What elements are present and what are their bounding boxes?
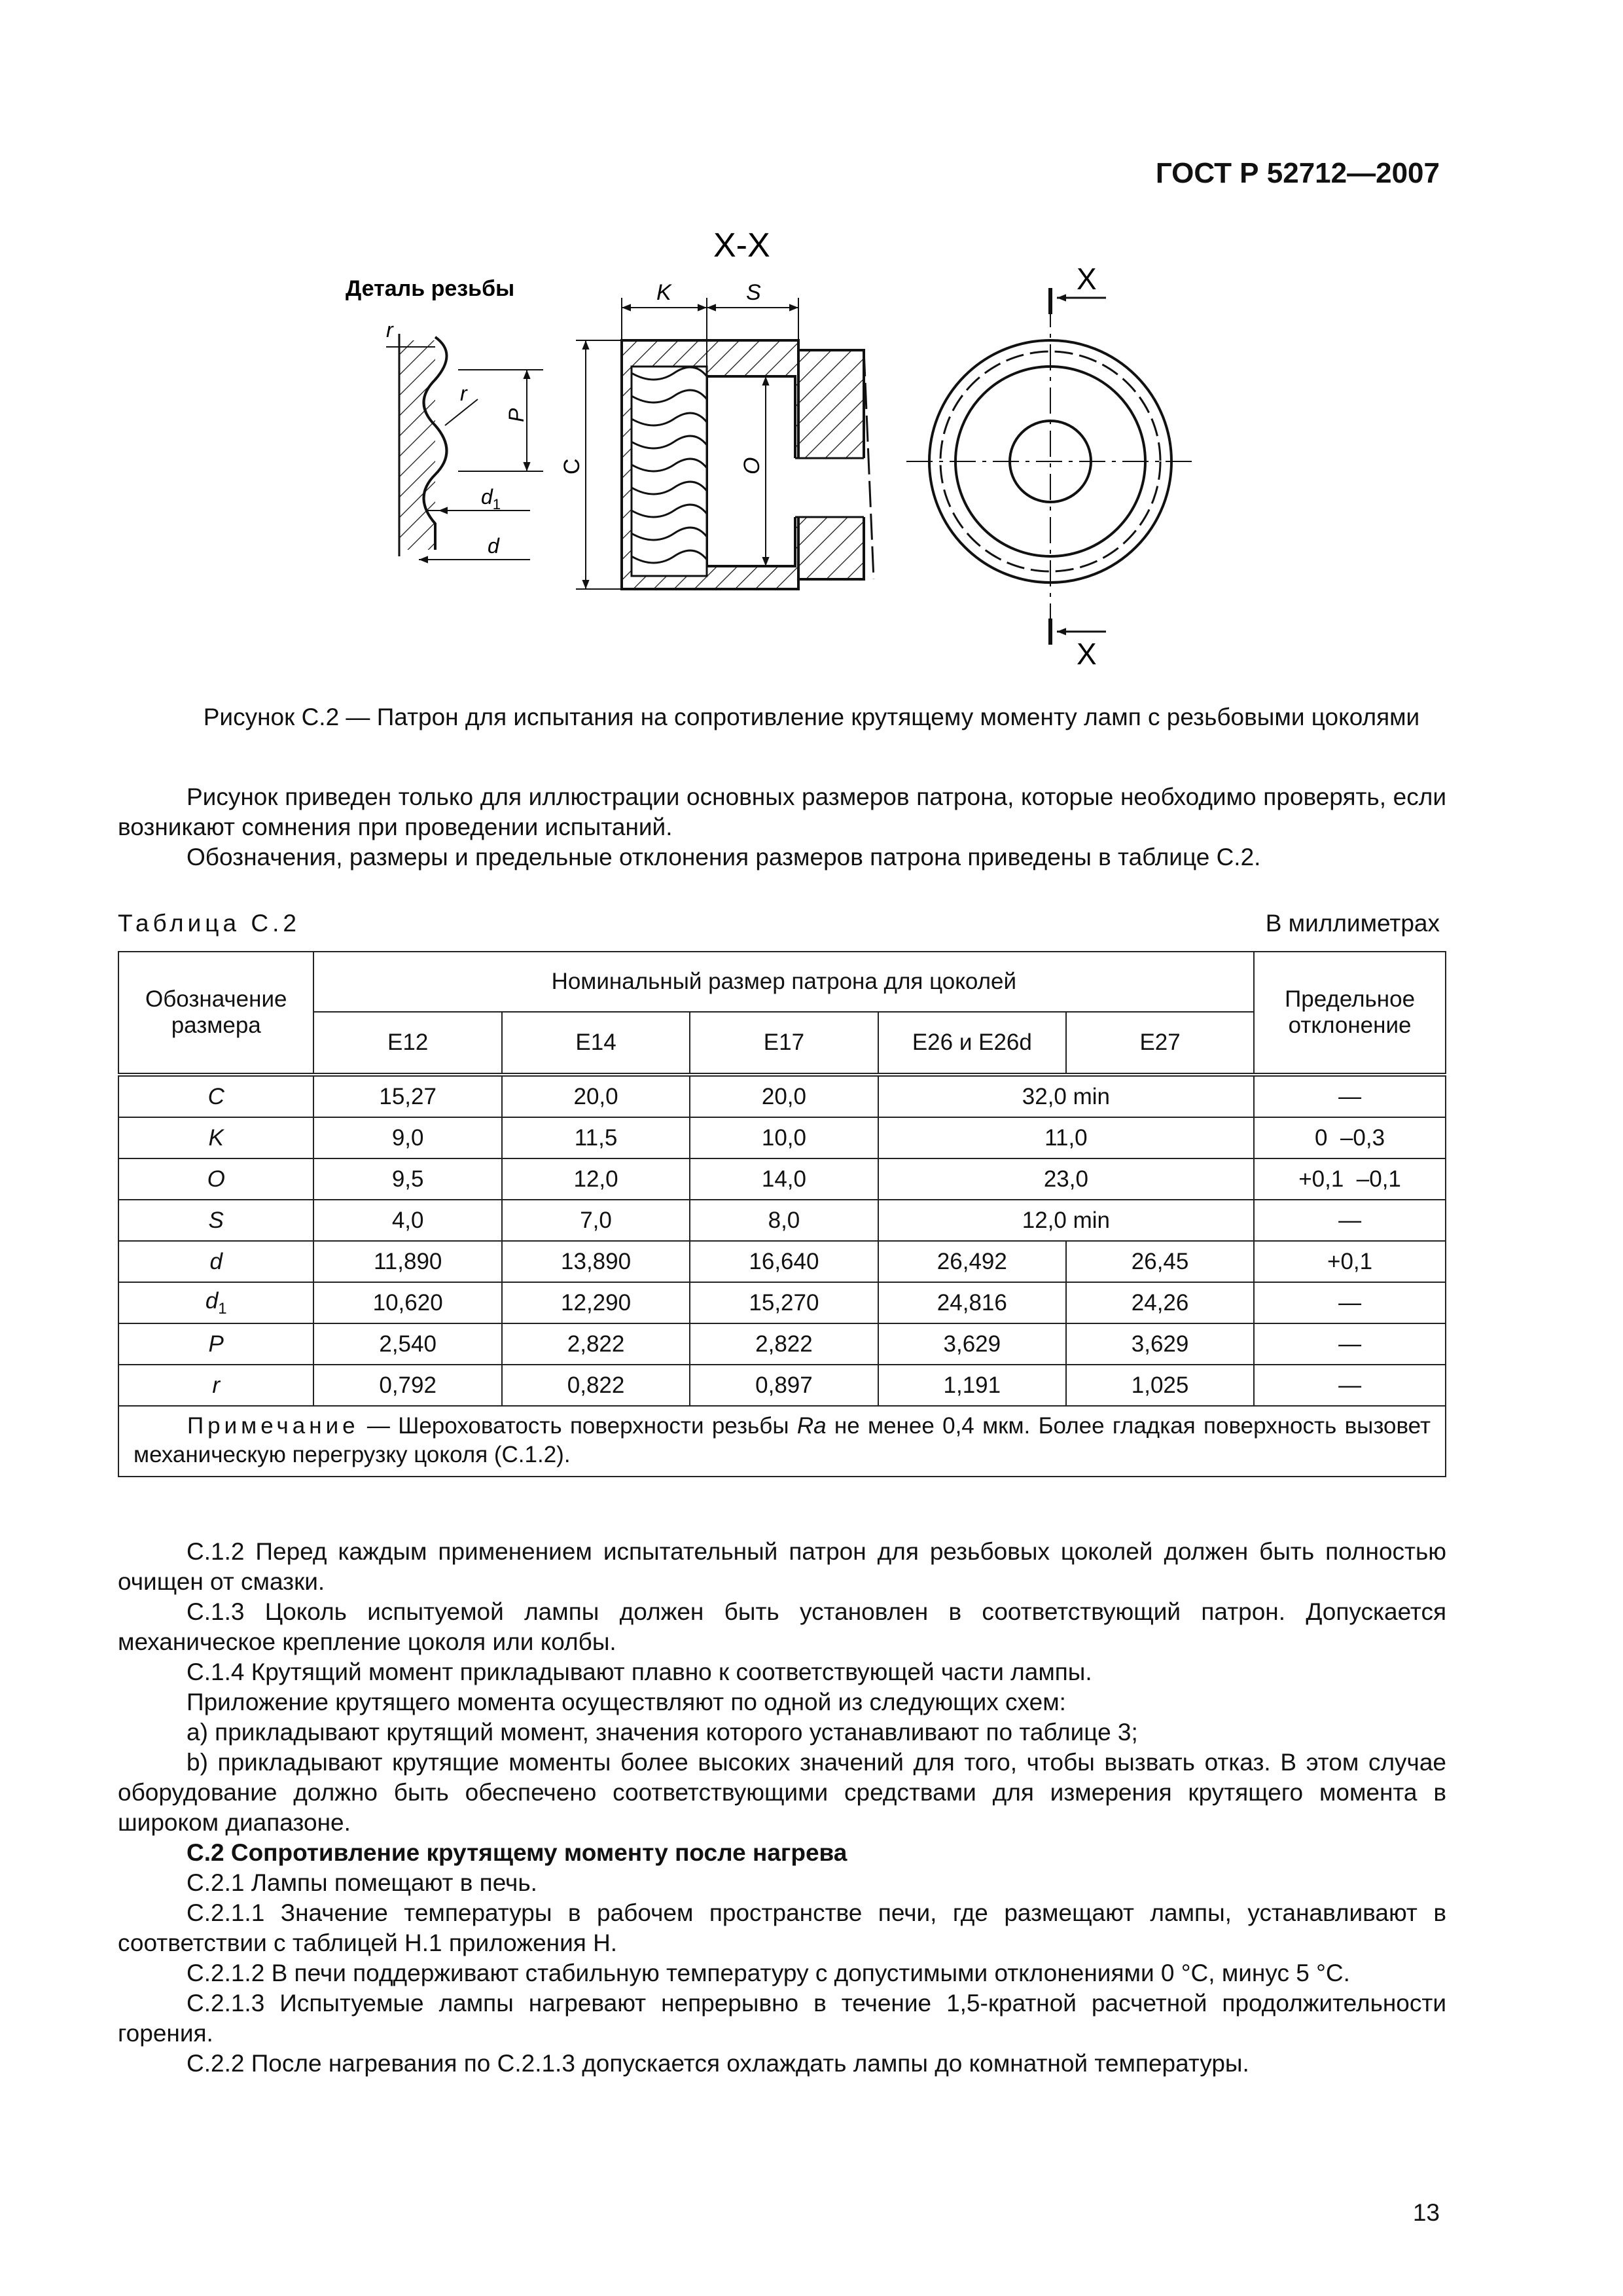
dim-o: O [740,457,764,475]
cell-e17: 15,270 [690,1282,878,1323]
clause-c2211: С.2.1.1 Значение температуры в рабочем пространстве печи, где размещают лампы, устанавливают в соответствии с таблицей Н.1 приложения Н. [118,1899,1446,1956]
cell-symbol: O [118,1158,313,1200]
cell-e26: 3,629 [878,1323,1066,1365]
section-marker-top: X [1077,262,1097,296]
table-units: В миллиметрах [1265,910,1440,937]
cell-e12: 9,5 [313,1158,501,1200]
cell-e26-e27: 23,0 [878,1158,1255,1200]
cell-e14: 0,822 [502,1365,690,1406]
cell-e26: 24,816 [878,1282,1066,1323]
clause-c113: С.1.3 Цоколь испытуемой лампы должен быть установлен в соответствующий патрон. Допускается механическое крепление цоколя или колбы. [118,1598,1446,1655]
col-e14: Е14 [502,1012,690,1075]
cell-e14: 11,5 [502,1117,690,1158]
table-row [118,1158,1446,1200]
cell-e27: 26,45 [1066,1241,1254,1282]
header-nominal: Номинальный размер патрона для цоколей [313,952,1254,1012]
dim-k: K [656,280,671,305]
cell-tolerance: 0 –0,3 [1254,1117,1446,1158]
cell-e12: 2,540 [313,1323,501,1365]
cell-e27: 1,025 [1066,1365,1254,1406]
table-row [118,1365,1446,1406]
dim-r-top: r [386,318,393,342]
table-note: Примечание — Шероховатость поверхности резьбы Ra не менее 0,4 мкм. Более гладкая поверхность вызовет механическую перегрузку цоколя (С.1.2). [118,1406,1446,1477]
cell-e27: 24,26 [1066,1282,1254,1323]
cell-e17: 0,897 [690,1365,878,1406]
cell-e26: 1,191 [878,1365,1066,1406]
cell-e12: 4,0 [313,1200,501,1241]
table-row [118,1117,1446,1158]
cell-symbol: r [118,1365,313,1406]
dimension-table [118,951,1446,1477]
section-marker-bottom: X [1077,637,1097,671]
cell-e17: 20,0 [690,1075,878,1117]
cell-e12: 10,620 [313,1282,501,1323]
col-e26: Е26 и Е26d [878,1012,1066,1075]
cell-e26-e27: 11,0 [878,1117,1255,1158]
clause-c112: С.1.2 Перед каждым применением испытательный патрон для резьбовых цоколей должен быть полностью очищен от смазки. [118,1538,1446,1595]
col-e27: Е27 [1066,1012,1254,1075]
list-item-b: b) прикладывают крутящие моменты более высоких значений для того, чтобы вызвать отказ. В этом случае оборудование должно быть обеспечено соответствующими средствами для измерения крутящего момента в широком диапазоне. [118,1749,1446,1836]
cell-e12: 11,890 [313,1241,501,1282]
technical-drawing [0,0,1623,694]
cell-tolerance: — [1254,1282,1446,1323]
table-note-row [118,1406,1446,1477]
dim-p: P [505,408,528,422]
page-number: 13 [1412,2199,1440,2226]
col-e12: Е12 [313,1012,501,1075]
table-title: Таблица С.2 [118,910,300,937]
clause-c114: С.1.4 Крутящий момент прикладывают плавно к соответствующей части лампы. [187,1659,1092,1685]
cell-e14: 2,822 [502,1323,690,1365]
table-row [118,1323,1446,1365]
cell-symbol: K [118,1117,313,1158]
end-view [906,288,1198,645]
dim-s: S [746,280,761,305]
cell-tolerance: — [1254,1075,1446,1117]
dim-d: d [488,534,499,558]
cell-e14: 12,0 [502,1158,690,1200]
figure-caption: Рисунок С.2 — Патрон для испытания на сопротивление крутящему моменту ламп с резьбовыми цоколями [203,704,1420,730]
cell-e26-e27: 32,0 min [878,1075,1255,1117]
dim-c: C [560,458,584,475]
cell-e17: 10,0 [690,1117,878,1158]
cell-tolerance: +0,1 –0,1 [1254,1158,1446,1200]
thread-detail [386,334,543,560]
header-tolerance: Предельное отклонение [1254,952,1446,1075]
dim-r-mid: r [460,382,467,405]
cell-e12: 15,27 [313,1075,501,1117]
cell-e12: 9,0 [313,1117,501,1158]
document-standard-number: ГОСТ Р 52712—2007 [1155,157,1440,189]
cell-e27: 3,629 [1066,1323,1254,1365]
clause-c2212: С.2.1.2 В печи поддерживают стабильную температуру с допустимыми отклонениями 0 °С, минус 5 °С. [187,1960,1350,1986]
dim-d1: $d_1$ [481,485,501,512]
cell-e26-e27: 12,0 min [878,1200,1255,1241]
detail-label: Деталь резьбы [346,276,515,301]
cell-e26: 26,492 [878,1241,1066,1282]
cell-e14: 20,0 [502,1075,690,1117]
cell-symbol: P [118,1323,313,1365]
cell-e14: 12,290 [502,1282,690,1323]
cell-symbol: S [118,1200,313,1241]
cell-e12: 0,792 [313,1365,501,1406]
section-heading-c2: С.2 Сопротивление крутящему моменту после нагрева [187,1839,847,1866]
cell-e14: 7,0 [502,1200,690,1241]
intro-paragraph-1: Рисунок приведен только для иллюстрации основных размеров патрона, которые необходимо проверять, если возникают сомнения при проведении испытаний. [118,783,1446,840]
cell-e14: 13,890 [502,1241,690,1282]
section-label: Х-Х [713,226,770,264]
cell-e17: 16,640 [690,1241,878,1282]
cell-symbol: d [118,1241,313,1282]
clause-apply: Приложение крутящего момента осуществляют по одной из следующих схем: [187,1689,1066,1715]
list-item-a: а) прикладывают крутящий момент, значения которого устанавливают по таблице 3; [187,1719,1138,1746]
cell-e17: 2,822 [690,1323,878,1365]
header-symbol: Обозначение размера [118,952,313,1075]
table-row [118,1241,1446,1282]
clause-c221: С.2.1 Лампы помещают в печь. [187,1869,537,1896]
clause-c2213: С.2.1.3 Испытуемые лампы нагревают непрерывно в течение 1,5-кратной расчетной продолжительности горения. [118,1990,1446,2047]
col-e17: Е17 [690,1012,878,1075]
cell-tolerance: +0,1 [1254,1241,1446,1282]
cell-e17: 14,0 [690,1158,878,1200]
cell-symbol: $d_1$ [118,1282,313,1323]
cell-symbol: C [118,1075,313,1117]
cell-tolerance: — [1254,1200,1446,1241]
cell-tolerance: — [1254,1323,1446,1365]
clause-c222: С.2.2 После нагревания по С.2.1.3 допускается охлаждать лампы до комнатной температуры. [187,2050,1249,2077]
cell-e17: 8,0 [690,1200,878,1241]
table-row [118,1282,1446,1323]
table-row [118,1200,1446,1241]
cell-tolerance: — [1254,1365,1446,1406]
intro-paragraph-2: Обозначения, размеры и предельные отклонения размеров патрона приведены в таблице С.2. [187,844,1261,870]
table-row [118,1075,1446,1117]
